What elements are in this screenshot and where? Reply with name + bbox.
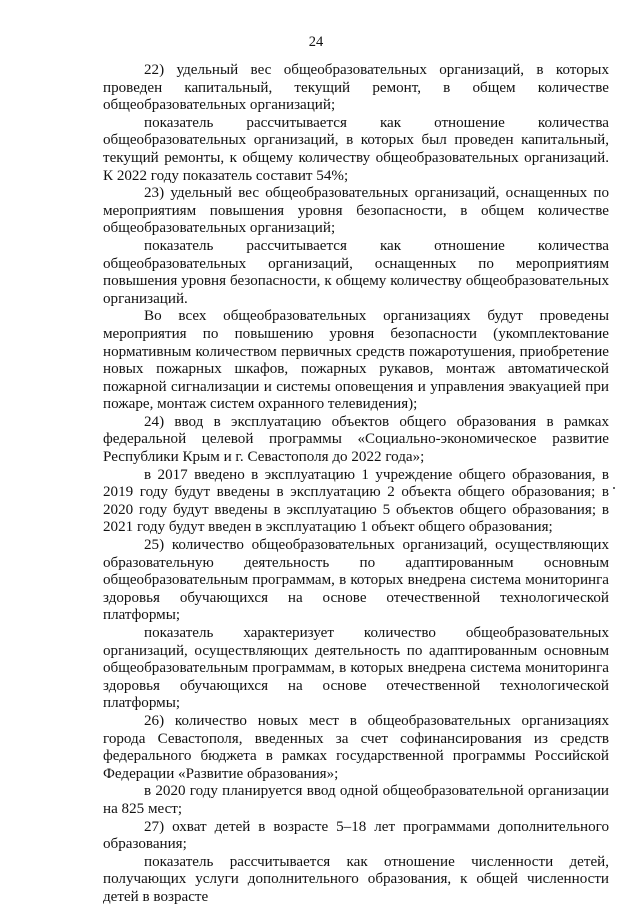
paragraph-indicator-27: показатель рассчитывается как отношение численности детей, получающих услуги дополнительного образования, к общей численности детей в возрасте	[103, 853, 609, 905]
paragraph-item-23: 23) удельный вес общеобразовательных организаций, оснащенных по мероприятиям повышения уровня безопасности, в общем количестве общеобразовательных организаций;	[103, 185, 609, 237]
paragraph-indicator-25: показатель характеризует количество общеобразовательных организаций, осуществляющих деятельность по адаптированным основным общеобразовательным программам, в которых внедрена система мониторинга здоровья обучающихся на основе отечественной технологической платформы;	[103, 625, 609, 712]
paragraph-indicator-26: в 2020 году планируется ввод одной общеобразовательной организации на 825 мест;	[103, 783, 609, 817]
document-body	[103, 62, 609, 907]
paragraph-indicator-23: показатель рассчитывается как отношение количества общеобразовательных организаций, оснащенных по мероприятиям повышения уровня безопасности, к общему количеству общеобразовательных организаций.	[103, 237, 609, 307]
paragraph-indicator-22: показатель рассчитывается как отношение количества общеобразовательных организаций, в которых был проведен капитальный, текущий ремонты, к общему количеству общеобразовательных организаций. К 2022 году показатель составит 54%;	[103, 114, 609, 184]
paragraph-item-22: 22) удельный вес общеобразовательных организаций, в которых проведен капитальный, текущий ремонт, в общем количестве общеобразовательных организаций;	[103, 62, 609, 114]
paragraph-item-27: 27) охват детей в возрасте 5–18 лет программами дополнительного образования;	[103, 818, 609, 853]
paragraph-safety-measures: Во всех общеобразовательных организациях будут проведены мероприятия по повышению уровня безопасности (укомплектование нормативным количеством первичных средств пожаротушения, приобретение новых пожарных шкафов, пожарных рукавов, монтаж автоматической пожарной сигнализации и системы оповещения и управления эвакуацией при пожаре, монтаж систем охранного телевидения);	[103, 308, 609, 413]
paragraph-item-25: 25) количество общеобразовательных организаций, осуществляющих образовательную деятельность по адаптированным основным общеобразовательным программам, в которых внедрена система мониторинга здоровья обучающихся на основе отечественной технологической платформы;	[103, 537, 609, 624]
paragraph-indicator-24: в 2017 введено в эксплуатацию 1 учреждение общего образования, в 2019 году будут введены в эксплуатацию 2 объекта общего образования; в 2020 году будут введены в эксплуатацию 5 объектов общего образования; в 2021 году будут введен в эксплуатацию 1 объект общего образования;	[103, 466, 609, 536]
scan-speck	[613, 487, 615, 489]
paragraph-item-26: 26) количество новых мест в общеобразовательных организациях города Севастополя, введенных за счет софинансирования из средств федерального бюджета в рамках государственной программы Российской Федерации «Развитие образования»;	[103, 712, 609, 782]
page-number: 24	[308, 34, 324, 50]
paragraph-item-24: 24) ввод в эксплуатацию объектов общего образования в рамках федеральной целевой программы «Социально-экономическое развитие Республики Крым и г. Севастополя до 2022 года»;	[103, 413, 609, 466]
